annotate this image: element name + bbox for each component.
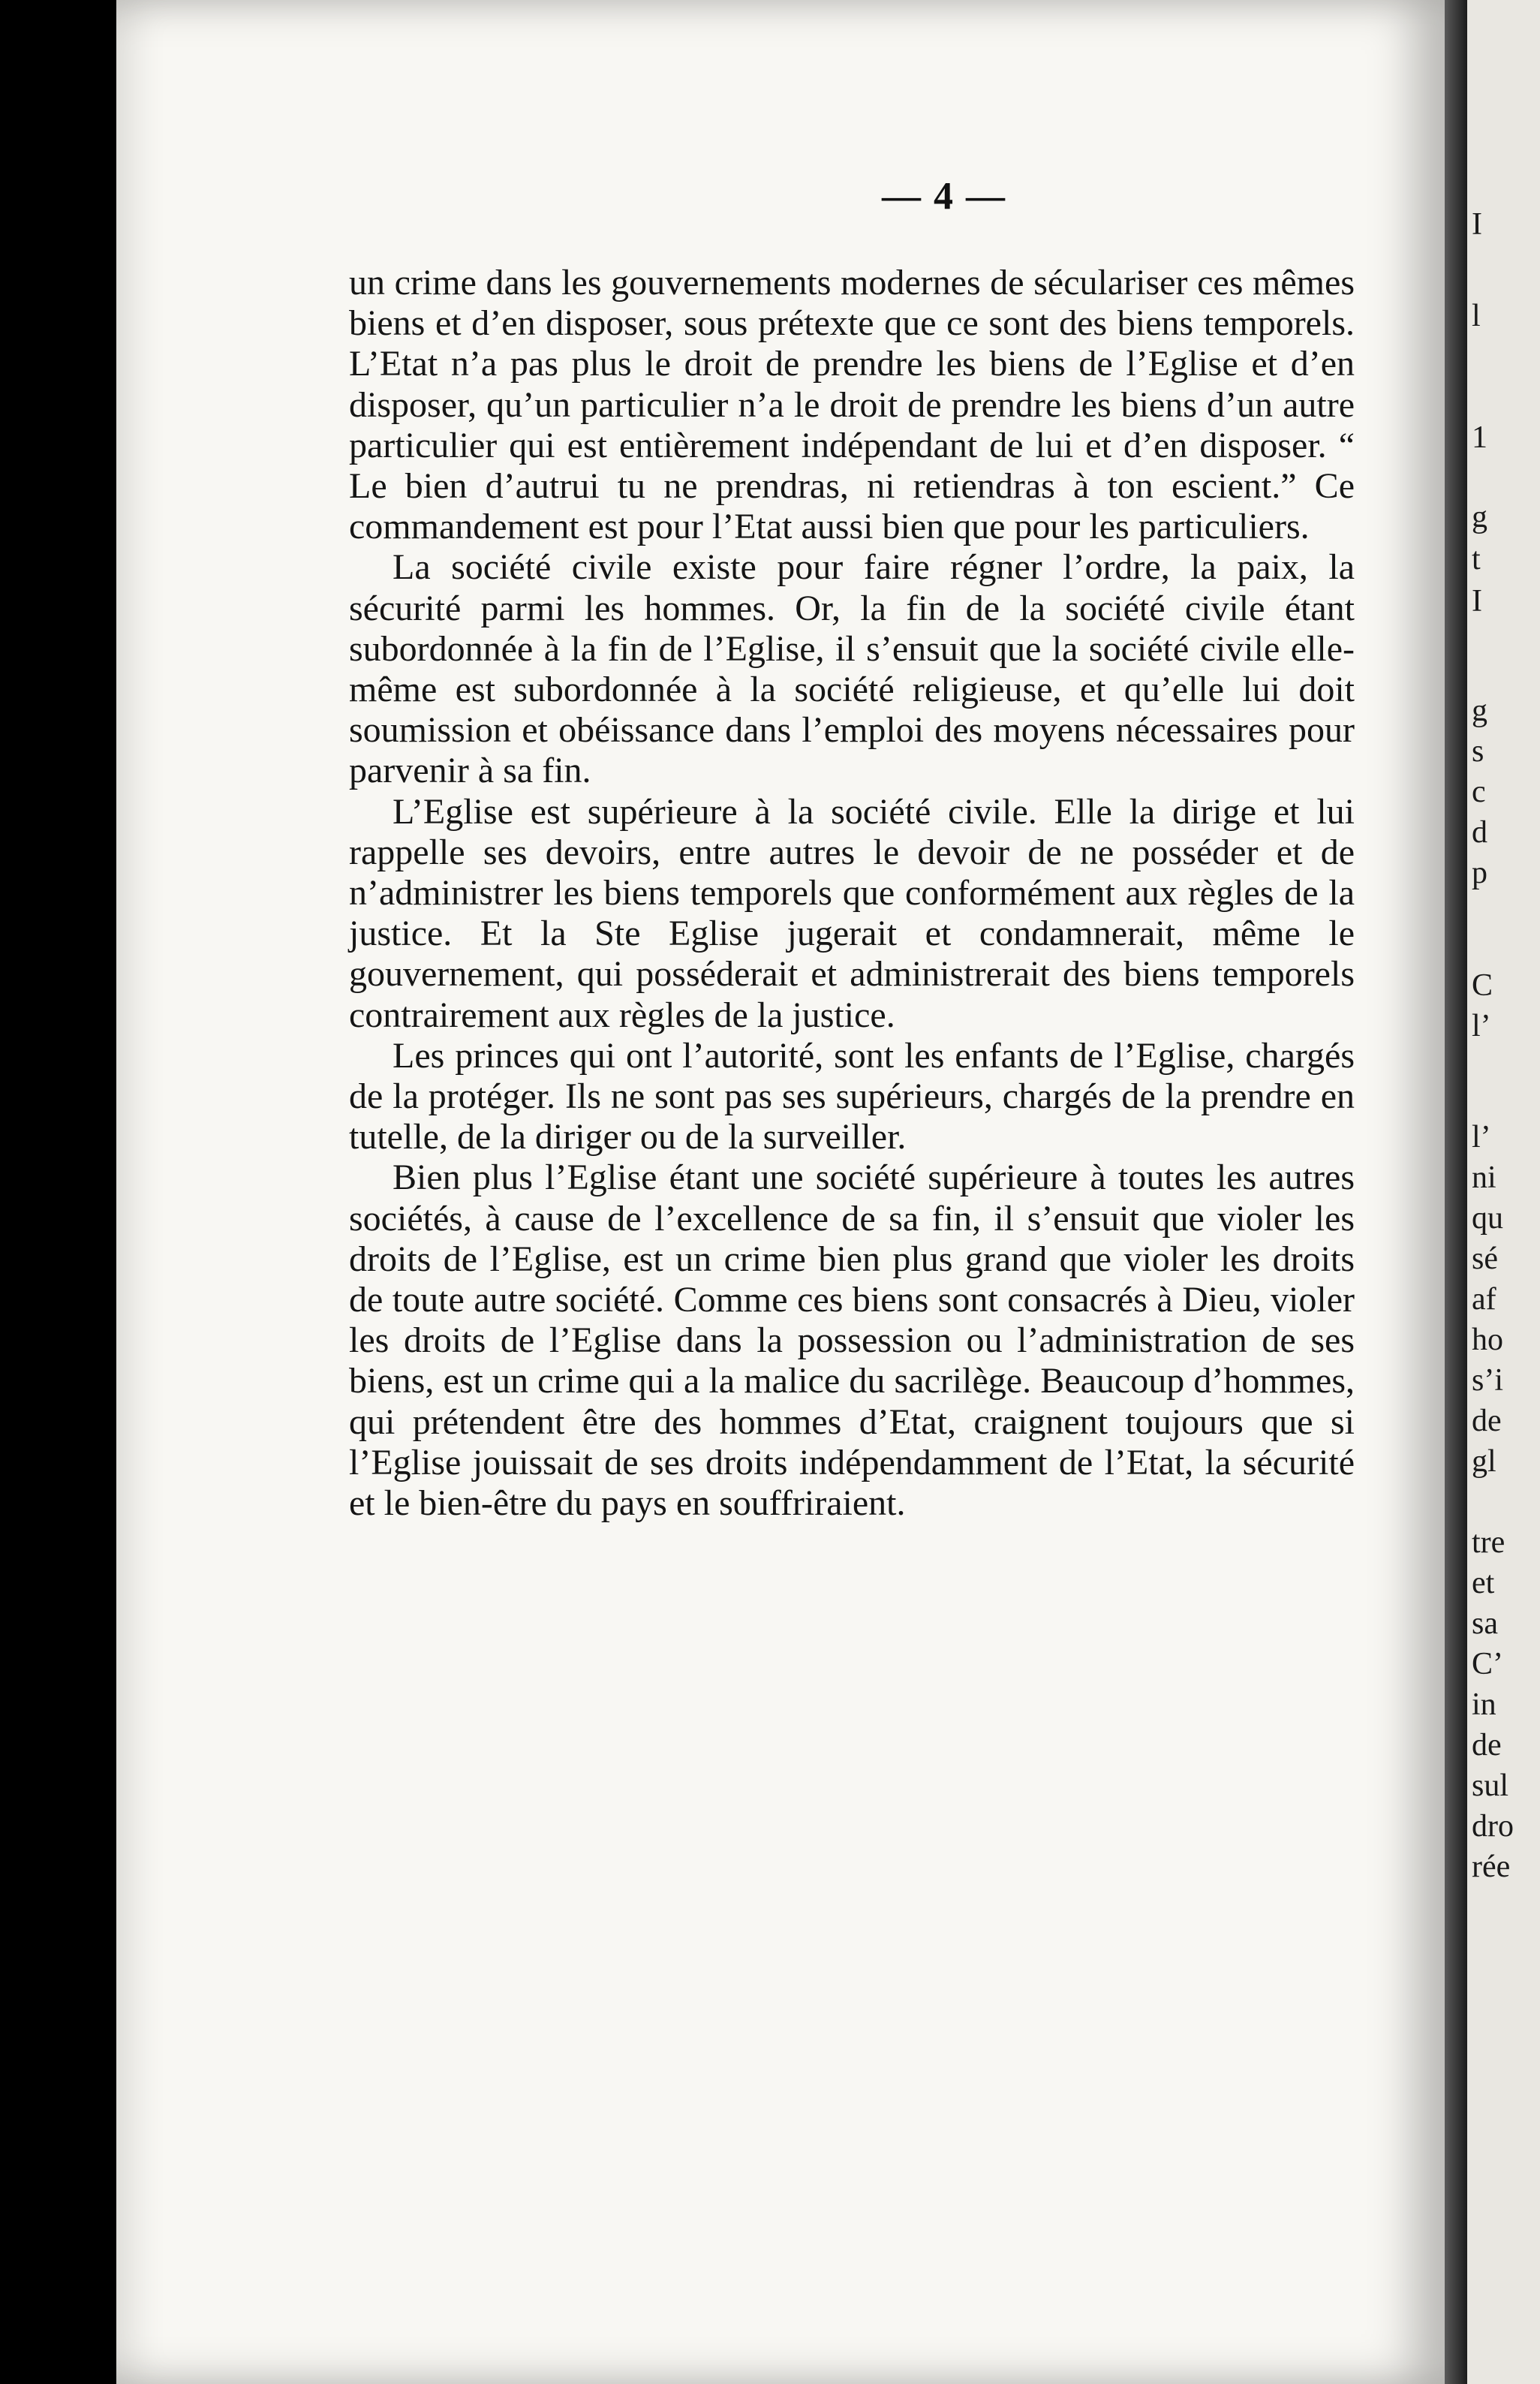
facing-fragment: s <box>1472 734 1484 769</box>
facing-fragment: dro <box>1472 1809 1514 1844</box>
facing-fragment: in <box>1472 1687 1496 1722</box>
facing-fragment: sa <box>1472 1606 1498 1641</box>
facing-fragment: tre <box>1472 1525 1505 1560</box>
facing-fragment: sé <box>1472 1242 1498 1276</box>
page-gutter-shadow <box>1445 0 1467 2384</box>
facing-fragment: ho <box>1472 1323 1503 1357</box>
facing-fragment: g <box>1472 694 1487 728</box>
facing-fragment: sul <box>1472 1768 1509 1803</box>
facing-fragment: l’ <box>1472 1009 1491 1043</box>
facing-fragment: d <box>1472 815 1487 850</box>
facing-fragment: C <box>1472 968 1493 1003</box>
facing-fragment: et <box>1472 1566 1495 1600</box>
facing-fragment: p <box>1472 856 1487 890</box>
facing-fragment: I <box>1472 584 1482 619</box>
facing-fragment: de <box>1472 1728 1502 1762</box>
paragraph-5: Bien plus l’Eglise étant une société supérieure à toutes les autres sociétés, à cause de l’excellence de sa fin, il s’ensuit que violer les droits de l’Eglise, est un crime bien plus grand que violer les droits de toute autre société. Comme ces biens sont consacrés à Dieu, violer les droits de l’Eglise dans la possession ou l’administration de ses biens, est un crime qui a la malice du sacrilège. Beaucoup d’hommes, qui prétendent être des hommes d’Etat, craignent toujours que si l’Eglise jouissait de ses droits indépendamment de l’Etat, la sécurité et le bien-être du pays en souffriraient. <box>349 1157 1355 1524</box>
facing-fragment: I <box>1472 207 1482 242</box>
facing-fragment: af <box>1472 1282 1496 1317</box>
facing-fragment: qu <box>1472 1201 1503 1236</box>
facing-fragment: c <box>1472 775 1486 809</box>
facing-fragment: l’ <box>1472 1120 1491 1154</box>
facing-fragment: rée <box>1472 1850 1511 1884</box>
facing-fragment: g <box>1472 500 1487 534</box>
paragraph-3: L’Eglise est supérieure à la société civile. Elle la dirige et lui rappelle ses devoirs, entre autres le devoir de ne posséder et de n’administrer les biens temporels que conformément aux règles de la justice. Et la Ste Eglise jugerait et condamnerait, même le gouvernement, qui posséderait et administrerait des biens temporels contrairement aux règles de la justice. <box>349 791 1355 1035</box>
facing-fragment: ni <box>1472 1160 1496 1195</box>
facing-fragment: gl <box>1472 1444 1496 1479</box>
page-number: — 4 — <box>882 175 1006 218</box>
facing-fragment: t <box>1472 542 1481 576</box>
facing-fragment: l <box>1472 299 1481 333</box>
facing-page-edge <box>1467 0 1540 2384</box>
facing-fragment: s’i <box>1472 1363 1503 1398</box>
facing-fragment: C’ <box>1472 1647 1503 1681</box>
paragraph-1: un crime dans les gouvernements modernes de séculariser ces mêmes biens et d’en disposer, sous prétexte que ce sont des biens temporels. L’Etat n’a pas plus le droit de prendre les biens de l’Eglise et d’en disposer, qu’un particulier n’a le droit de prendre les biens d’un autre particulier qui est entièrement indépendant de lui et d’en disposer. “ Le bien d’autrui tu ne prendras, ni retiendras à ton escient.” Ce commandement est pour l’Etat aussi bien que pour les particuliers. <box>349 263 1355 547</box>
paragraph-2: La société civile existe pour faire régner l’ordre, la paix, la sécurité parmi les hommes. Or, la fin de la société civile étant subordonnée à la fin de l’Eglise, il s’ensuit que la société civile elle-même est subordonnée à la société religieuse, et qu’elle lui doit soumission et obéissance dans l’emploi des moyens nécessaires pour parvenir à sa fin. <box>349 547 1355 791</box>
body-text <box>349 263 1355 1524</box>
facing-fragment: de <box>1472 1404 1502 1438</box>
facing-fragment: 1 <box>1472 420 1487 455</box>
paragraph-4: Les princes qui ont l’autorité, sont les enfants de l’Eglise, chargés de la protéger. Ils ne sont pas ses supérieurs, chargés de la prendre en tutelle, de la diriger ou de la surveiller. <box>349 1035 1355 1157</box>
